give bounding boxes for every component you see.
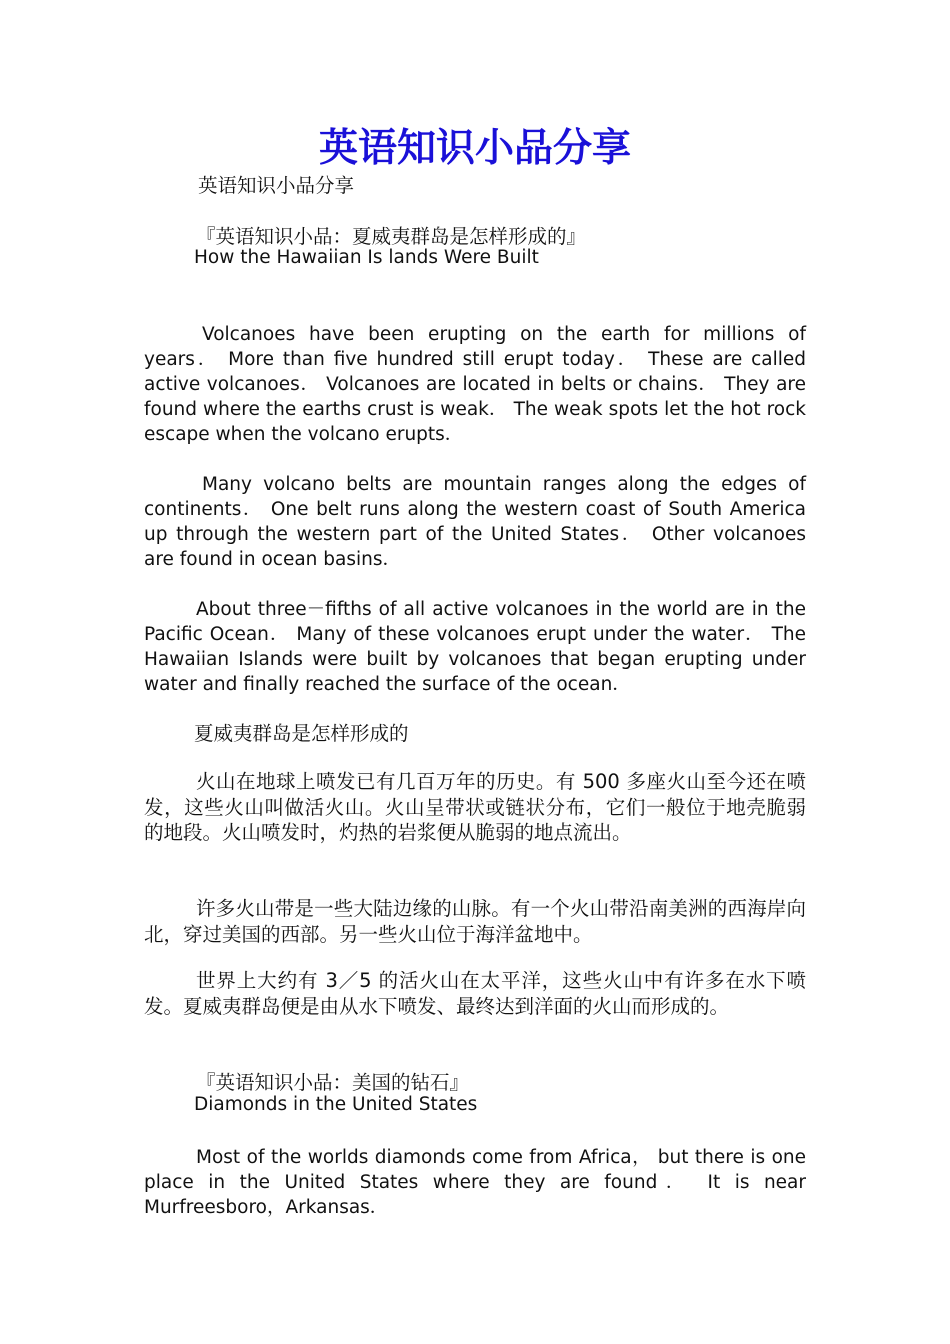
document-subtitle: 英语知识小品分享 [198, 174, 355, 197]
section2-header-cn: 『英语知识小品：美国的钻石』 [196, 1071, 470, 1094]
section2-paragraph-en: Most of the worlds diamonds come from Africa， but there is one place in the United States where they are found． It is near Murfreesboro，Arkansas． [144, 1147, 806, 1218]
section1-header-en: How the Hawaiian Is lands Were Built [194, 247, 539, 268]
section1-header-cn: 『英语知识小品：夏威夷群岛是怎样形成的』 [196, 225, 587, 248]
document-title: 英语知识小品分享 [318, 125, 631, 171]
section1-paragraph-en-3: About three－fifths of all active volcanoes in the world are in the Pacific Ocean． Many of these volcanoes erupt under the water． The Hawaiian Islands were built by volcanoes that began erupting under water and finally reached the surface of the ocean． [144, 599, 806, 695]
section1-title-cn: 夏威夷群岛是怎样形成的 [194, 722, 409, 745]
section1-paragraph-cn-1: 火山在地球上喷发已有几百万年的历史。有 500 多座火山至今还在喷发，这些火山叫做活火山。火山呈带状或链状分布，它们一般位于地壳脆弱的地段。火山喷发时，灼热的岩浆便从脆弱的地点流出。 [144, 770, 806, 844]
section1-paragraph-en-2: Many volcano belts are mountain ranges along the edges of continents． One belt runs along the western coast of South America up through the western part of the United States． Other volcanoes are found in ocean basins． [144, 474, 806, 570]
section1-paragraph-cn-3: 世界上大约有 3／5 的活火山在太平洋，这些火山中有许多在水下喷发。夏威夷群岛便是由从水下喷发、最终达到洋面的火山而形成的。 [144, 969, 806, 1018]
section1-paragraph-cn-2: 许多火山带是一些大陆边缘的山脉。有一个火山带沿南美洲的西海岸向北，穿过美国的西部。另一些火山位于海洋盆地中。 [144, 897, 806, 946]
section1-paragraph-en-1: Volcanoes have been erupting on the earth for millions of years． More than five hundred still erupt today． These are called active volcanoes． Volcanoes are located in belts or chains． They are found where the earths crust is weak． The weak spots let the hot rock escape when the volcano erupts． [144, 324, 806, 445]
section2-header-en: Diamonds in the United States [194, 1094, 478, 1115]
